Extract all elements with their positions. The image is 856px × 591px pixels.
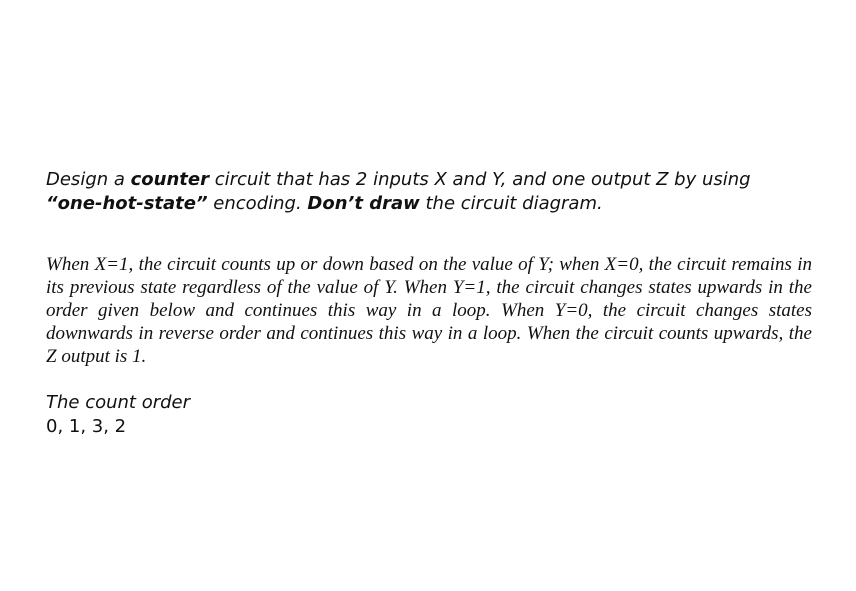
bold-counter: counter [130,169,209,190]
behavior-description-paragraph: When X=1, the circuit counts up or down based on the value of Y; when X=0, the circuit remains in its previous state regardless of the value of Y. When Y=1, the circuit changes states upwards in the order given below and continues this way in a loop. When Y=0, the circuit changes states downwards in reverse order and continues this way in a loop. When the circuit counts upwards, the Z output is 1. [46,254,812,367]
design-task-paragraph [46,168,812,216]
text-run: the circuit diagram. [419,193,603,214]
bold-encoding-name: “one-hot-state” [46,193,208,214]
count-order-label: The count order [46,392,191,413]
text-run: Design a [46,169,131,190]
text-run: encoding. [207,193,308,214]
bold-dont-draw: Don’t draw [307,193,420,214]
count-order-values: 0, 1, 3, 2 [46,416,127,437]
text-run: circuit that has 2 inputs X and Y, and one output Z by using [208,169,751,190]
document-page [46,0,812,591]
